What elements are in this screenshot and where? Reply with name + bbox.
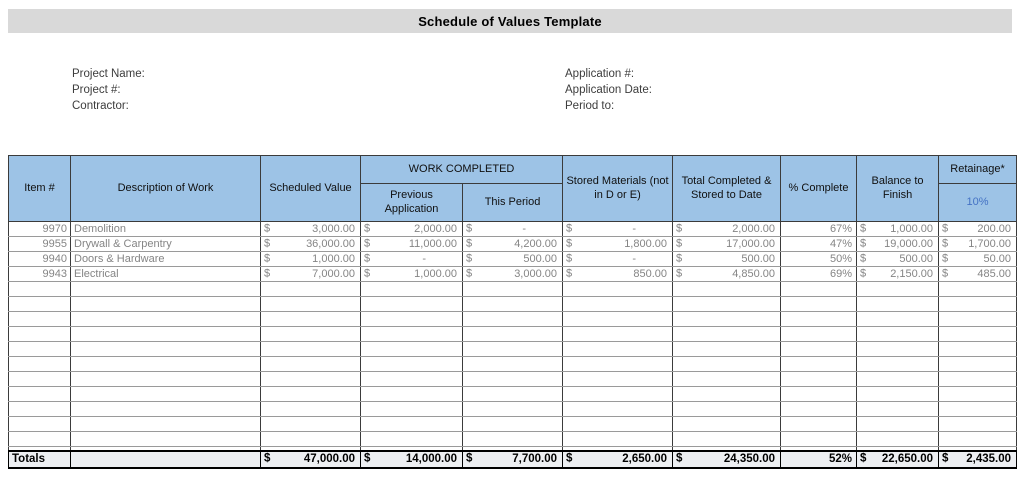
cell-total[interactable]: $ 2,000.00 [673,222,781,237]
header-balance-to-finish: Balance to Finish [857,156,939,222]
cell-this_period[interactable]: $ 4,200.00 [463,237,563,252]
cell-balance[interactable]: $ 19,000.00 [857,237,939,252]
empty-row [9,297,1017,312]
cell-description[interactable] [71,342,261,357]
cell-stored[interactable]: $ - [563,222,673,237]
cell-balance[interactable] [857,372,939,387]
contractor-label: Contractor: [72,100,129,112]
cell-balance[interactable] [857,417,939,432]
cell-pct-complete[interactable] [781,372,857,387]
cell-scheduled[interactable] [261,357,361,372]
cell-total[interactable] [673,387,781,402]
cell-this_period[interactable] [463,312,563,327]
cell-item[interactable] [9,282,71,297]
cell-description[interactable]: Electrical [71,267,261,282]
cell-total[interactable] [673,432,781,447]
cell-this_period[interactable] [463,372,563,387]
totals-retainage: $ 2,435.00 [939,451,1017,468]
cell-retainage[interactable] [939,372,1017,387]
cell-previous[interactable] [361,297,463,312]
cell-this_period[interactable] [463,297,563,312]
cell-total[interactable] [673,312,781,327]
cell-description[interactable]: Demolition [71,222,261,237]
cell-total[interactable] [673,327,781,342]
cell-balance[interactable]: $ 2,150.00 [857,267,939,282]
cell-previous[interactable]: $ - [361,252,463,267]
table-row [9,222,1017,237]
cell-item[interactable] [9,327,71,342]
cell-previous[interactable] [361,357,463,372]
cell-pct-complete[interactable] [781,342,857,357]
cell-retainage[interactable]: $ 485.00 [939,267,1017,282]
cell-item[interactable] [9,357,71,372]
cell-previous[interactable] [361,387,463,402]
empty-row [9,312,1017,327]
empty-row [9,282,1017,297]
cell-previous[interactable] [361,342,463,357]
cell-item[interactable] [9,312,71,327]
cell-pct-complete[interactable] [781,327,857,342]
header-description: Description of Work [71,156,261,222]
cell-scheduled[interactable] [261,372,361,387]
page-title: Schedule of Values Template [418,13,602,29]
empty-row [9,342,1017,357]
totals-total: $ 24,350.00 [673,451,781,468]
cell-this_period[interactable]: $ 3,000.00 [463,267,563,282]
cell-scheduled[interactable] [261,432,361,447]
cell-item[interactable]: 9940 [9,252,71,267]
cell-description[interactable] [71,402,261,417]
empty-row [9,402,1017,417]
cell-item[interactable] [9,417,71,432]
cell-pct-complete[interactable] [781,387,857,402]
cell-stored[interactable]: $ - [563,252,673,267]
cell-balance[interactable] [857,342,939,357]
period-to-label: Period to: [565,100,615,112]
cell-stored[interactable]: $ 1,800.00 [563,237,673,252]
project-info-left [72,66,145,114]
cell-description[interactable] [71,432,261,447]
cell-retainage[interactable] [939,402,1017,417]
cell-stored[interactable] [563,432,673,447]
cell-total[interactable] [673,417,781,432]
cell-pct-complete[interactable] [781,282,857,297]
cell-retainage[interactable]: $ 200.00 [939,222,1017,237]
cell-retainage[interactable] [939,342,1017,357]
cell-description[interactable] [71,387,261,402]
empty-row [9,372,1017,387]
totals-balance: $ 22,650.00 [857,451,939,468]
cell-description[interactable]: Doors & Hardware [71,252,261,267]
cell-scheduled[interactable] [261,282,361,297]
table-body [9,222,1017,468]
totals-pct-complete: 52% [781,451,857,468]
header-total-completed: Total Completed & Stored to Date [673,156,781,222]
cell-retainage[interactable] [939,327,1017,342]
cell-scheduled[interactable] [261,312,361,327]
cell-description[interactable]: Drywall & Carpentry [71,237,261,252]
schedule-of-values-table [8,155,1017,469]
cell-balance[interactable] [857,297,939,312]
cell-pct-complete[interactable] [781,432,857,447]
totals-this_period: $ 7,700.00 [463,451,563,468]
cell-item[interactable] [9,432,71,447]
header-stored-materials: Stored Materials (not in D or E) [563,156,673,222]
cell-total[interactable]: $ 500.00 [673,252,781,267]
cell-previous[interactable]: $ 2,000.00 [361,222,463,237]
cell-stored[interactable] [563,342,673,357]
cell-previous[interactable] [361,327,463,342]
totals-scheduled: $ 47,000.00 [261,451,361,468]
cell-stored[interactable] [563,417,673,432]
project-name-label: Project Name: [72,68,145,80]
cell-description[interactable] [71,327,261,342]
cell-item[interactable]: 9943 [9,267,71,282]
cell-balance[interactable] [857,402,939,417]
cell-scheduled[interactable] [261,297,361,312]
cell-total[interactable] [673,342,781,357]
totals-stored: $ 2,650.00 [563,451,673,468]
cell-balance[interactable] [857,282,939,297]
cell-balance[interactable] [857,357,939,372]
cell-previous[interactable] [361,402,463,417]
table-row [9,252,1017,267]
cell-item[interactable] [9,297,71,312]
table-row [9,237,1017,252]
cell-stored[interactable] [563,327,673,342]
table-header [9,156,1017,222]
cell-this_period[interactable] [463,387,563,402]
cell-scheduled[interactable]: $ 36,000.00 [261,237,361,252]
cell-total[interactable] [673,402,781,417]
cell-stored[interactable] [563,282,673,297]
cell-total[interactable] [673,357,781,372]
empty-row [9,327,1017,342]
cell-previous[interactable]: $ 11,000.00 [361,237,463,252]
header-scheduled-value: Scheduled Value [261,156,361,222]
cell-balance[interactable] [857,327,939,342]
cell-balance[interactable] [857,387,939,402]
cell-pct-complete[interactable]: 50% [781,252,857,267]
cell-total[interactable]: $ 17,000.00 [673,237,781,252]
cell-retainage[interactable] [939,432,1017,447]
empty-row [9,417,1017,432]
cell-this_period[interactable] [463,327,563,342]
cell-scheduled[interactable]: $ 3,000.00 [261,222,361,237]
table-row [9,267,1017,282]
cell-this_period[interactable] [463,417,563,432]
cell-item[interactable] [9,372,71,387]
cell-scheduled[interactable]: $ 1,000.00 [261,252,361,267]
cell-retainage[interactable]: $ 50.00 [939,252,1017,267]
application-date-label: Application Date: [565,84,652,96]
cell-description[interactable] [71,357,261,372]
cell-this_period[interactable] [463,402,563,417]
totals-row [9,451,1017,468]
title-band [8,9,1012,33]
cell-description[interactable] [71,282,261,297]
cell-stored[interactable]: $ 850.00 [563,267,673,282]
cell-this_period[interactable] [463,357,563,372]
cell-this_period[interactable] [463,282,563,297]
cell-balance[interactable]: $ 500.00 [857,252,939,267]
cell-retainage[interactable] [939,387,1017,402]
cell-stored[interactable] [563,357,673,372]
cell-item[interactable] [9,387,71,402]
cell-pct-complete[interactable]: 47% [781,237,857,252]
cell-pct-complete[interactable]: 69% [781,267,857,282]
cell-pct-complete[interactable] [781,417,857,432]
header-retainage: Retainage* [939,156,1017,184]
cell-balance[interactable]: $ 1,000.00 [857,222,939,237]
cell-previous[interactable] [361,432,463,447]
cell-pct-complete[interactable] [781,297,857,312]
header-pct-complete: % Complete [781,156,857,222]
empty-row [9,357,1017,372]
application-number-label: Application #: [565,68,635,80]
cell-retainage[interactable] [939,357,1017,372]
cell-scheduled[interactable] [261,342,361,357]
header-previous-application: Previous Application [361,184,463,222]
totals-description [71,451,261,468]
cell-pct-complete[interactable] [781,357,857,372]
totals-previous: $ 14,000.00 [361,451,463,468]
cell-stored[interactable] [563,297,673,312]
header-this-period: This Period [463,184,563,222]
cell-stored[interactable] [563,387,673,402]
header-retainage-rate: 10% [939,184,1017,222]
cell-previous[interactable] [361,372,463,387]
cell-item[interactable]: 9955 [9,237,71,252]
cell-this_period[interactable]: $ 500.00 [463,252,563,267]
cell-description[interactable] [71,417,261,432]
cell-total[interactable] [673,282,781,297]
cell-this_period[interactable]: $ - [463,222,563,237]
cell-balance[interactable] [857,432,939,447]
totals-label: Totals [9,451,71,468]
cell-scheduled[interactable] [261,327,361,342]
cell-scheduled[interactable]: $ 7,000.00 [261,267,361,282]
cell-scheduled[interactable] [261,402,361,417]
cell-balance[interactable] [857,312,939,327]
cell-item[interactable] [9,342,71,357]
cell-total[interactable]: $ 4,850.00 [673,267,781,282]
empty-row [9,387,1017,402]
cell-previous[interactable]: $ 1,000.00 [361,267,463,282]
project-info-right [565,66,652,114]
cell-description[interactable] [71,372,261,387]
cell-scheduled[interactable] [261,417,361,432]
cell-stored[interactable] [563,372,673,387]
cell-pct-complete[interactable] [781,402,857,417]
cell-retainage[interactable] [939,312,1017,327]
cell-stored[interactable] [563,402,673,417]
cell-this_period[interactable] [463,342,563,357]
cell-description[interactable] [71,312,261,327]
header-work-completed: WORK COMPLETED [361,156,563,184]
cell-item[interactable] [9,402,71,417]
cell-scheduled[interactable] [261,387,361,402]
cell-total[interactable] [673,297,781,312]
cell-stored[interactable] [563,312,673,327]
cell-previous[interactable] [361,417,463,432]
cell-item[interactable]: 9970 [9,222,71,237]
header-item: Item # [9,156,71,222]
cell-pct-complete[interactable] [781,312,857,327]
empty-row [9,432,1017,447]
cell-previous[interactable] [361,282,463,297]
cell-retainage[interactable] [939,282,1017,297]
cell-pct-complete[interactable]: 67% [781,222,857,237]
cell-previous[interactable] [361,312,463,327]
cell-description[interactable] [71,297,261,312]
cell-retainage[interactable] [939,297,1017,312]
cell-this_period[interactable] [463,432,563,447]
cell-retainage[interactable]: $ 1,700.00 [939,237,1017,252]
project-number-label: Project #: [72,84,121,96]
cell-retainage[interactable] [939,417,1017,432]
cell-total[interactable] [673,372,781,387]
